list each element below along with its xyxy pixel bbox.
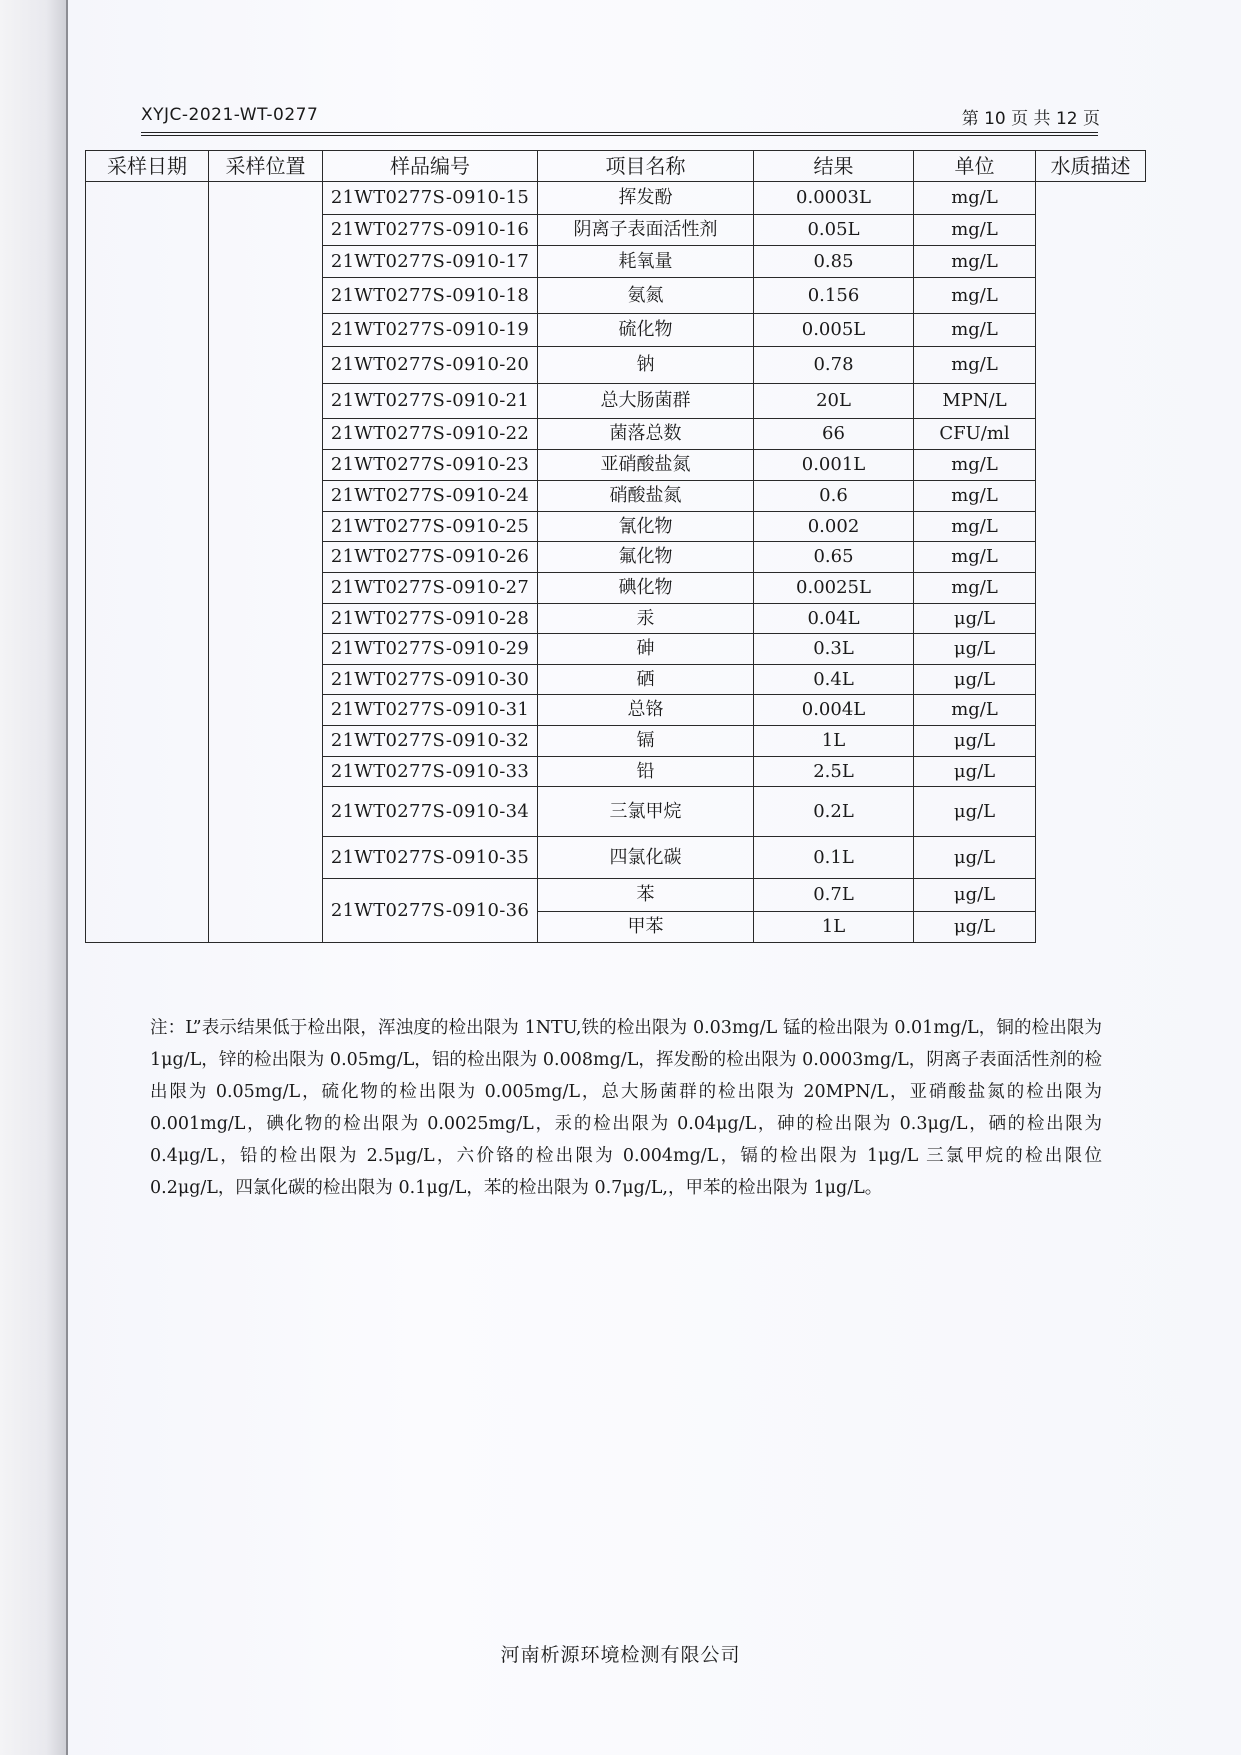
sample-id-cell: 21WT0277S-0910-35	[323, 837, 538, 879]
sample-id-cell: 21WT0277S-0910-19	[323, 314, 538, 347]
col-header-unit: 单位	[914, 151, 1036, 182]
sample-id-cell: 21WT0277S-0910-20	[323, 347, 538, 384]
results-table	[85, 150, 1146, 943]
sample-id-cell: 21WT0277S-0910-26	[323, 542, 538, 573]
unit-cell: μg/L	[914, 787, 1036, 837]
item-name-cell: 钠	[538, 347, 754, 384]
unit-cell: mg/L	[914, 450, 1036, 481]
col-header-sample-id: 样品编号	[323, 151, 538, 182]
item-name-cell: 氨氮	[538, 278, 754, 314]
binding-edge	[0, 0, 68, 1755]
result-cell: 20L	[754, 384, 914, 419]
item-name-cell: 四氯化碳	[538, 837, 754, 879]
unit-cell: mg/L	[914, 182, 1036, 215]
unit-cell: μg/L	[914, 634, 1036, 665]
col-header-sampling-location: 采样位置	[209, 151, 323, 182]
result-cell: 0.2L	[754, 787, 914, 837]
result-cell: 0.004L	[754, 695, 914, 726]
result-cell: 0.04L	[754, 604, 914, 634]
unit-cell: mg/L	[914, 695, 1036, 726]
item-name-cell: 碘化物	[538, 573, 754, 604]
result-cell: 0.05L	[754, 215, 914, 246]
unit-cell: μg/L	[914, 837, 1036, 879]
unit-cell: mg/L	[914, 481, 1036, 512]
sample-id-cell: 21WT0277S-0910-23	[323, 450, 538, 481]
item-name-cell: 三氯甲烷	[538, 787, 754, 837]
unit-cell: μg/L	[914, 912, 1036, 943]
sample-id-cell: 21WT0277S-0910-31	[323, 695, 538, 726]
unit-cell: mg/L	[914, 278, 1036, 314]
item-name-cell: 挥发酚	[538, 182, 754, 215]
sample-id-cell: 21WT0277S-0910-34	[323, 787, 538, 837]
item-name-cell: 硒	[538, 665, 754, 695]
header-rule-2	[141, 135, 1098, 136]
item-name-cell: 耗氧量	[538, 246, 754, 278]
result-cell: 0.3L	[754, 634, 914, 665]
sampling-location-cell	[209, 182, 323, 943]
unit-cell: mg/L	[914, 215, 1036, 246]
sample-id-cell: 21WT0277S-0910-16	[323, 215, 538, 246]
item-name-cell: 氰化物	[538, 512, 754, 542]
result-cell: 2.5L	[754, 757, 914, 787]
result-cell: 1L	[754, 726, 914, 757]
result-cell: 0.005L	[754, 314, 914, 347]
unit-cell: mg/L	[914, 246, 1036, 278]
result-cell: 0.78	[754, 347, 914, 384]
sample-id-cell: 21WT0277S-0910-24	[323, 481, 538, 512]
sample-id-cell: 21WT0277S-0910-15	[323, 182, 538, 215]
sample-id-cell: 21WT0277S-0910-17	[323, 246, 538, 278]
table-row	[86, 182, 1146, 215]
item-name-cell: 总铬	[538, 695, 754, 726]
result-cell: 0.65	[754, 542, 914, 573]
detection-limit-note: 注：L”表示结果低于检出限，浑浊度的检出限为 1NTU,铁的检出限为 0.03mg/L 锰的检出限为 0.01mg/L，铜的检出限为 1μg/L，锌的检出限为 0.05mg/L，铝的检出限为 0.008mg/L，挥发酚的检出限为 0.0003mg/L，阴离子表面活性剂的检出限为 0.05mg/L，硫化物的检出限为 0.005mg/L，总大肠菌群的检出限为 20MPN/L，亚硝酸盐氮的检出限为 0.001mg/L，碘化物的检出限为 0.0025mg/L，汞的检出限为 0.04μg/L，砷的检出限为 0.3μg/L，硒的检出限为 0.4μg/L，铅的检出限为 2.5μg/L，六价铬的检出限为 0.004mg/L，镉的检出限为 1μg/L 三氯甲烷的检出限位 0.2μg/L，四氯化碳的检出限为 0.1μg/L，苯的检出限为 0.7μg/L,，甲苯的检出限为 1μg/L。	[150, 1018, 1102, 1198]
item-name-cell: 镉	[538, 726, 754, 757]
item-name-cell: 氟化物	[538, 542, 754, 573]
sampling-date-cell	[86, 182, 209, 943]
unit-cell: mg/L	[914, 573, 1036, 604]
result-cell: 0.85	[754, 246, 914, 278]
page-indicator: 第 10 页 共 12 页	[961, 109, 1100, 129]
sample-id-cell: 21WT0277S-0910-22	[323, 419, 538, 450]
company-name: 河南析源环境检测有限公司	[500, 1644, 741, 1666]
unit-cell: μg/L	[914, 879, 1036, 912]
sample-id-cell: 21WT0277S-0910-33	[323, 757, 538, 787]
sample-id-cell: 21WT0277S-0910-25	[323, 512, 538, 542]
col-header-item-name: 项目名称	[538, 151, 754, 182]
item-name-cell: 甲苯	[538, 912, 754, 943]
item-name-cell: 苯	[538, 879, 754, 912]
item-name-cell: 菌落总数	[538, 419, 754, 450]
unit-cell: μg/L	[914, 757, 1036, 787]
sample-id-cell: 21WT0277S-0910-18	[323, 278, 538, 314]
result-cell: 0.4L	[754, 665, 914, 695]
unit-cell: μg/L	[914, 665, 1036, 695]
unit-cell: MPN/L	[914, 384, 1036, 419]
result-cell: 0.002	[754, 512, 914, 542]
result-cell: 0.156	[754, 278, 914, 314]
item-name-cell: 汞	[538, 604, 754, 634]
table-body	[86, 182, 1146, 943]
unit-cell: mg/L	[914, 314, 1036, 347]
item-name-cell: 亚硝酸盐氮	[538, 450, 754, 481]
item-name-cell: 总大肠菌群	[538, 384, 754, 419]
item-name-cell: 砷	[538, 634, 754, 665]
report-number: XYJC-2021-WT-0277	[141, 105, 319, 125]
unit-cell: mg/L	[914, 512, 1036, 542]
water-description-cell	[1036, 182, 1146, 943]
result-cell: 0.0003L	[754, 182, 914, 215]
result-cell: 66	[754, 419, 914, 450]
item-name-cell: 硫化物	[538, 314, 754, 347]
item-name-cell: 铅	[538, 757, 754, 787]
result-cell: 0.1L	[754, 837, 914, 879]
result-cell: 0.001L	[754, 450, 914, 481]
unit-cell: μg/L	[914, 604, 1036, 634]
item-name-cell: 阴离子表面活性剂	[538, 215, 754, 246]
unit-cell: CFU/ml	[914, 419, 1036, 450]
header-rule	[141, 132, 1098, 133]
col-header-sampling-date: 采样日期	[86, 151, 209, 182]
sample-id-cell: 21WT0277S-0910-29	[323, 634, 538, 665]
sample-id-cell: 21WT0277S-0910-30	[323, 665, 538, 695]
col-header-result: 结果	[754, 151, 914, 182]
sample-id-cell: 21WT0277S-0910-27	[323, 573, 538, 604]
unit-cell: mg/L	[914, 542, 1036, 573]
sample-id-cell: 21WT0277S-0910-28	[323, 604, 538, 634]
sample-id-cell: 21WT0277S-0910-36	[323, 879, 538, 943]
result-cell: 0.7L	[754, 879, 914, 912]
table-header-row	[86, 151, 1146, 182]
unit-cell: mg/L	[914, 347, 1036, 384]
result-cell: 0.6	[754, 481, 914, 512]
result-cell: 0.0025L	[754, 573, 914, 604]
col-header-water-description: 水质描述	[1036, 151, 1146, 182]
result-cell: 1L	[754, 912, 914, 943]
sample-id-cell: 21WT0277S-0910-21	[323, 384, 538, 419]
unit-cell: μg/L	[914, 726, 1036, 757]
item-name-cell: 硝酸盐氮	[538, 481, 754, 512]
sample-id-cell: 21WT0277S-0910-32	[323, 726, 538, 757]
